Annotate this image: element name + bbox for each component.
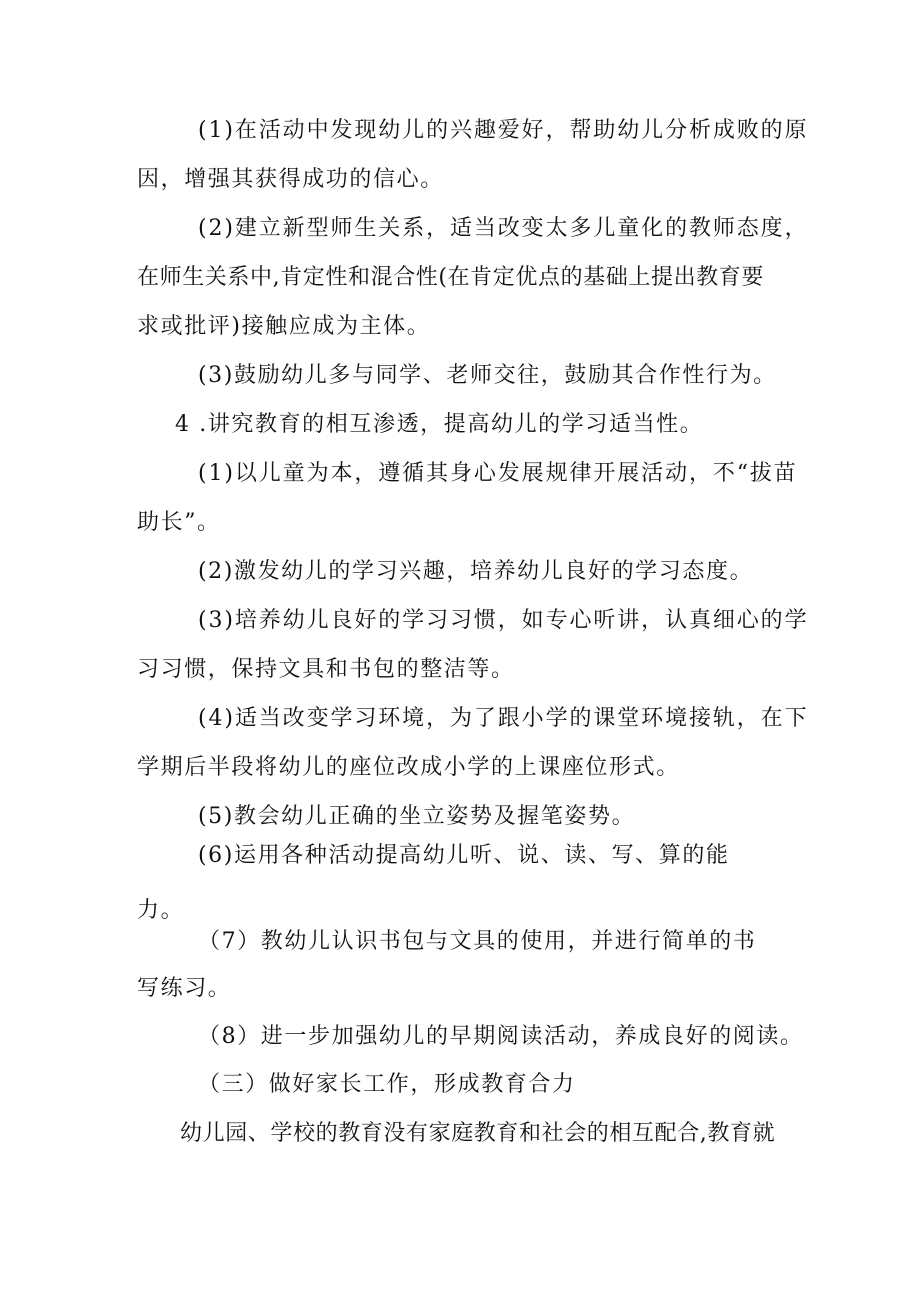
paragraph-line: (4)适当改变学习环境，为了跟小学的课堂环境接轨，在下 xyxy=(198,706,809,731)
section-heading: （三）做好家长工作，形成教育合力 xyxy=(198,1072,576,1097)
paragraph-line: （7）教幼儿认识书包与文具的使用，并进行简单的书 xyxy=(198,929,757,954)
paragraph-line: (5)教会幼儿正确的坐立姿势及握笔姿势。 xyxy=(198,804,636,829)
paragraph-line: 因，增强其获得成功的信心。 xyxy=(137,167,444,192)
paragraph-line: (6)运用各种活动提高幼儿听、说、读、写、算的能 xyxy=(198,843,730,868)
paragraph-line: (3)鼓励幼儿多与同学、老师交往，鼓励其合作性行为。 xyxy=(198,363,777,388)
paragraph-line: (1)在活动中发现幼儿的兴趣爱好，帮助幼儿分析成败的原 xyxy=(198,118,809,143)
paragraph-line: (2)建立新型师生关系，适当改变太多儿童化的教师态度， xyxy=(198,216,809,241)
paragraph-line: 助长”。 xyxy=(137,510,221,535)
section-heading: 4 .讲究教育的相互渗透，提高幼儿的学习适当性。 xyxy=(175,412,704,437)
paragraph-line: （8）进一步加强幼儿的早期阅读活动，养成良好的阅读。 xyxy=(198,1024,804,1049)
paragraph-line: 幼儿园、学校的教育没有家庭教育和社会的相互配合,教育就 xyxy=(180,1121,776,1146)
paragraph-line: 学期后半段将幼儿的座位改成小学的上课座位形式。 xyxy=(137,755,680,780)
paragraph-line: (2)激发幼儿的学习兴趣，培养幼儿良好的学习态度。 xyxy=(198,559,754,584)
paragraph-line: 在师生关系中,肯定性和混合性(在肯定优点的基础上提出教育要 xyxy=(137,265,764,290)
paragraph-line: 写练习。 xyxy=(137,976,232,1001)
paragraph-line: 求或批评)接触应成为主体。 xyxy=(137,314,431,339)
paragraph-line: (1)以儿童为本，遵循其身心发展规律开展活动，不“拔苗 xyxy=(198,461,798,486)
paragraph-line: 力。 xyxy=(137,898,185,923)
paragraph-line: (3)培养幼儿良好的学习习惯，如专心听讲，认真细心的学 xyxy=(198,608,809,633)
paragraph-line: 习习惯，保持文具和书包的整洁等。 xyxy=(137,657,515,682)
